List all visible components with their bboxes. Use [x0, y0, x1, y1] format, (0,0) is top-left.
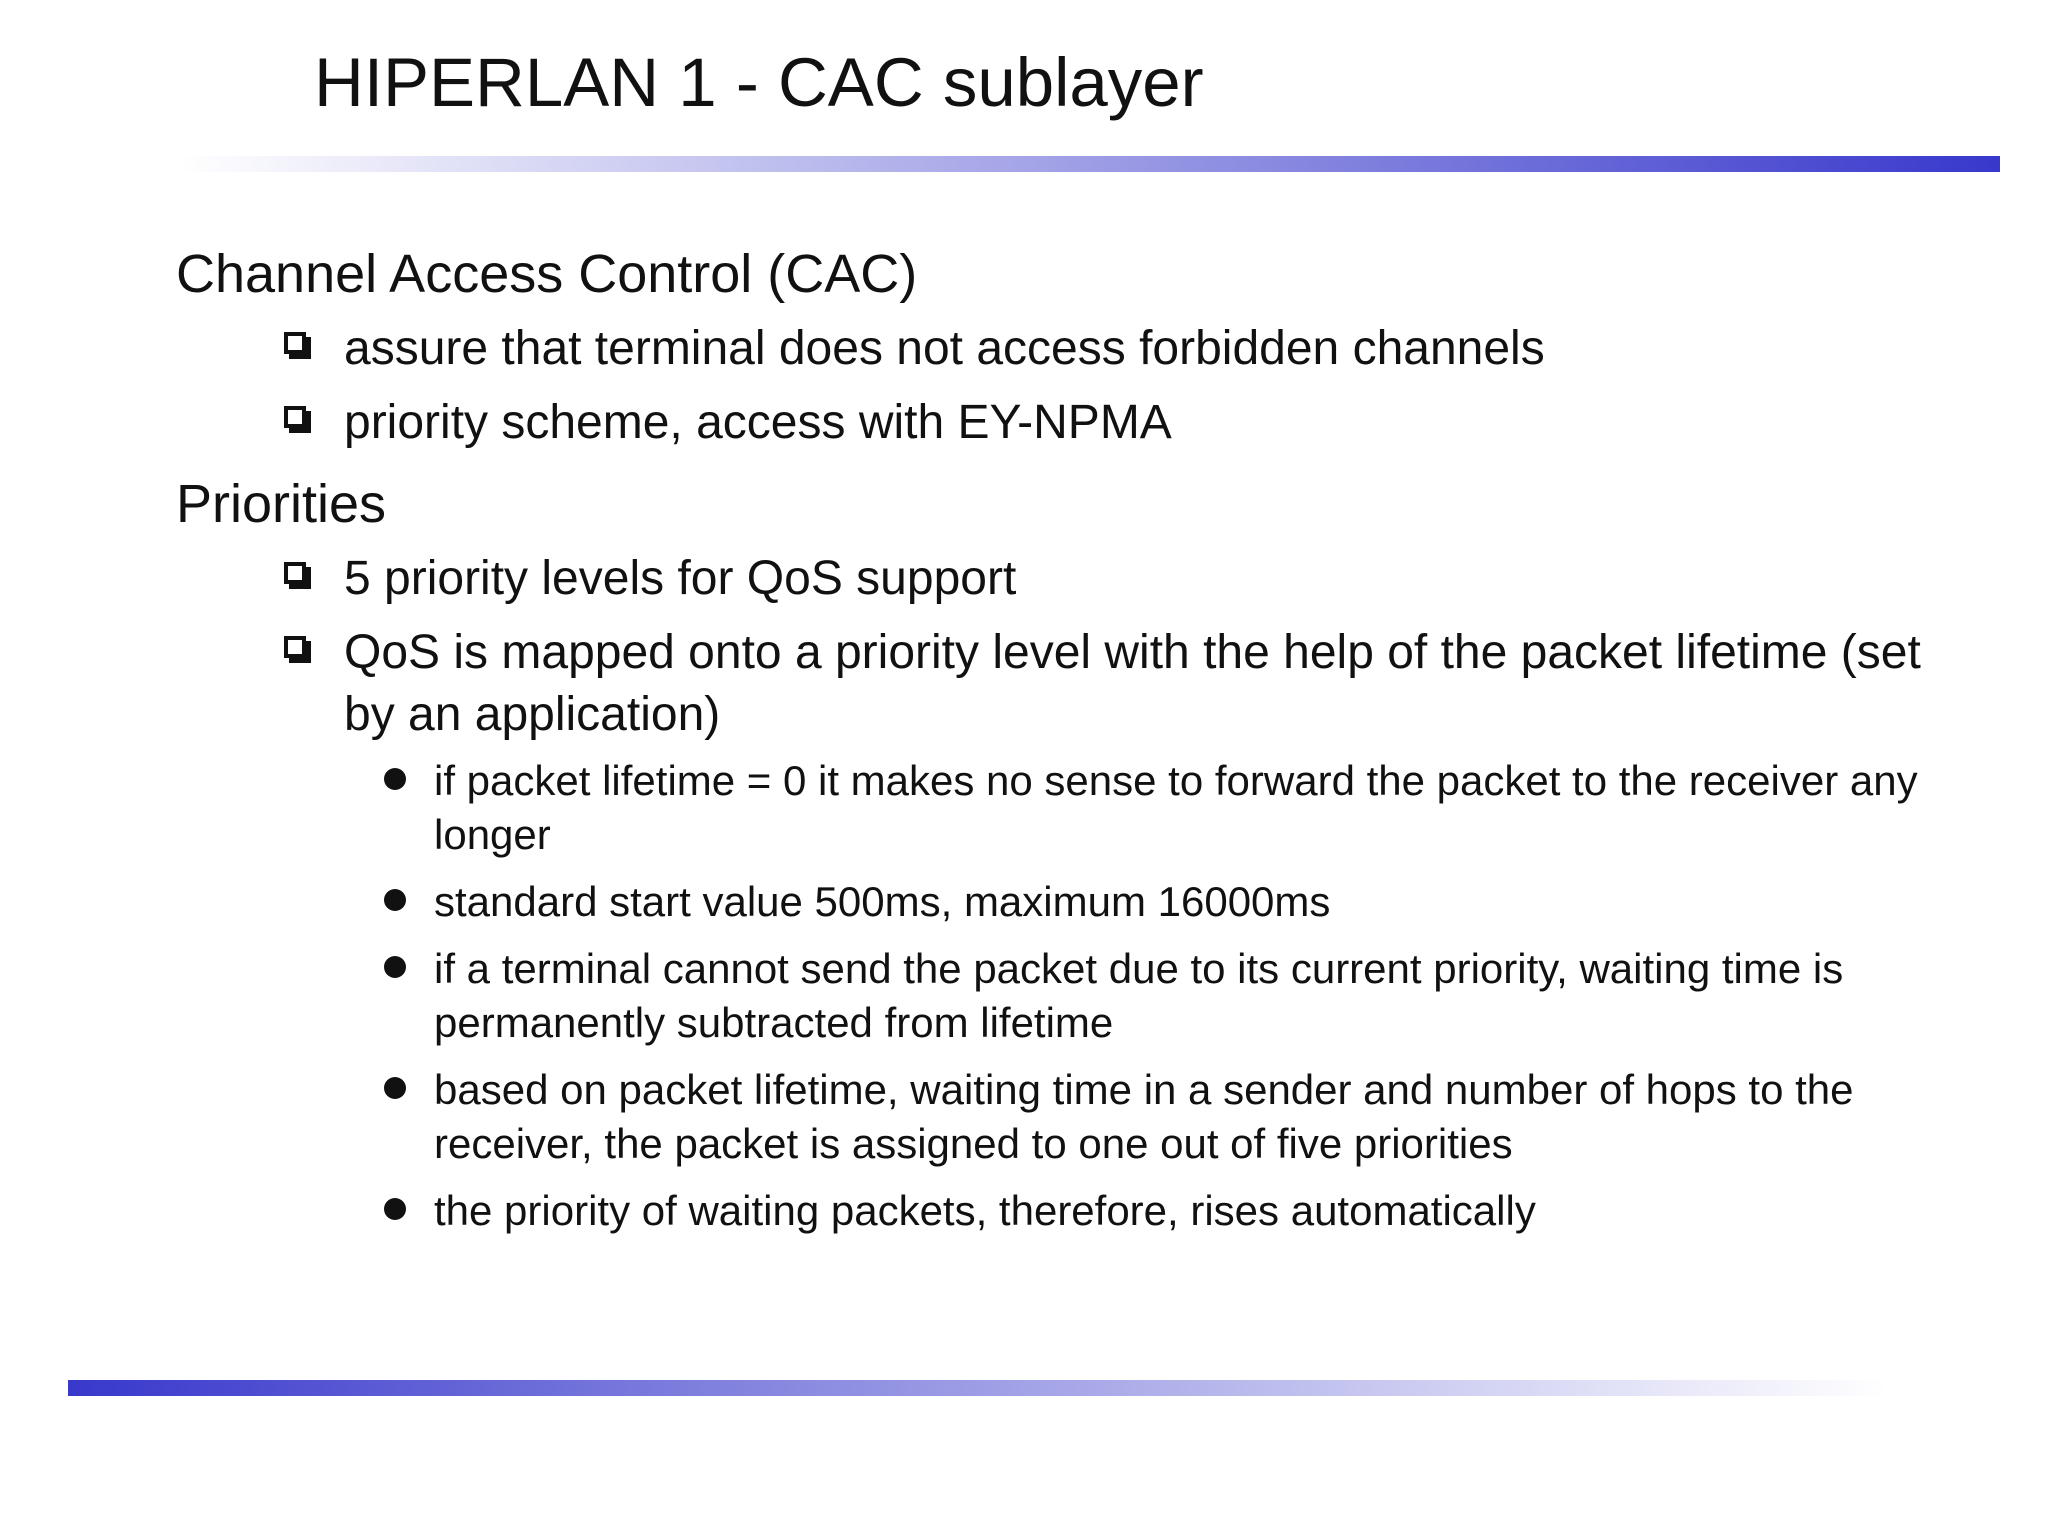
sub-list-item — [176, 942, 1976, 1050]
checkbox-bullet-icon — [284, 562, 306, 584]
list-item — [176, 548, 1976, 610]
list-item — [176, 392, 1976, 454]
sub-bullet-text: the priority of waiting packets, therefore, rises automatically — [434, 1187, 1536, 1234]
bullet-text: QoS is mapped onto a priority level with the help of the packet lifetime (set by an application) — [344, 626, 1921, 741]
section-heading-cac: Channel Access Control (CAC) — [176, 244, 918, 304]
sub-bullet-text: based on packet lifetime, waiting time in a sender and number of hops to the receiver, the packet is assigned to one out of five priorities — [434, 1066, 1854, 1167]
slide-content — [176, 236, 1976, 1251]
sub-list-item — [176, 754, 1976, 862]
sub-list-item — [176, 1063, 1976, 1171]
bullet-text: 5 priority levels for QoS support — [344, 552, 1017, 605]
bullet-dot-icon — [384, 1077, 406, 1099]
bullet-dot-icon — [384, 1198, 406, 1220]
bullet-dot-icon — [384, 768, 406, 790]
sub-bullet-list — [344, 754, 1976, 1238]
sub-bullet-text: standard start value 500ms, maximum 16000ms — [434, 878, 1331, 925]
checkbox-bullet-icon — [284, 406, 306, 428]
list-item — [176, 622, 1976, 1238]
footer-accent-bar — [68, 1380, 1888, 1396]
bullet-dot-icon — [384, 889, 406, 911]
sub-list-item — [176, 1184, 1976, 1238]
section-heading-priorities: Priorities — [176, 474, 387, 534]
priorities-bullet-list — [176, 548, 1976, 1238]
sub-bullet-text: if packet lifetime = 0 it makes no sense to forward the packet to the receiver any longer — [434, 757, 1918, 858]
title-underline-bar — [180, 156, 2000, 172]
sub-list-item — [176, 875, 1976, 929]
sub-bullet-text: if a terminal cannot send the packet due to its current priority, waiting time is permanently subtracted from lifetime — [434, 945, 1844, 1046]
cac-bullet-list — [176, 318, 1976, 454]
checkbox-bullet-icon — [284, 636, 306, 658]
bullet-text: assure that terminal does not access forbidden channels — [344, 322, 1545, 375]
bullet-dot-icon — [384, 956, 406, 978]
bullet-text: priority scheme, access with EY-NPMA — [344, 396, 1172, 449]
checkbox-bullet-icon — [284, 332, 306, 354]
list-item — [176, 318, 1976, 380]
slide-title: HIPERLAN 1 - CAC sublayer — [314, 44, 1204, 121]
